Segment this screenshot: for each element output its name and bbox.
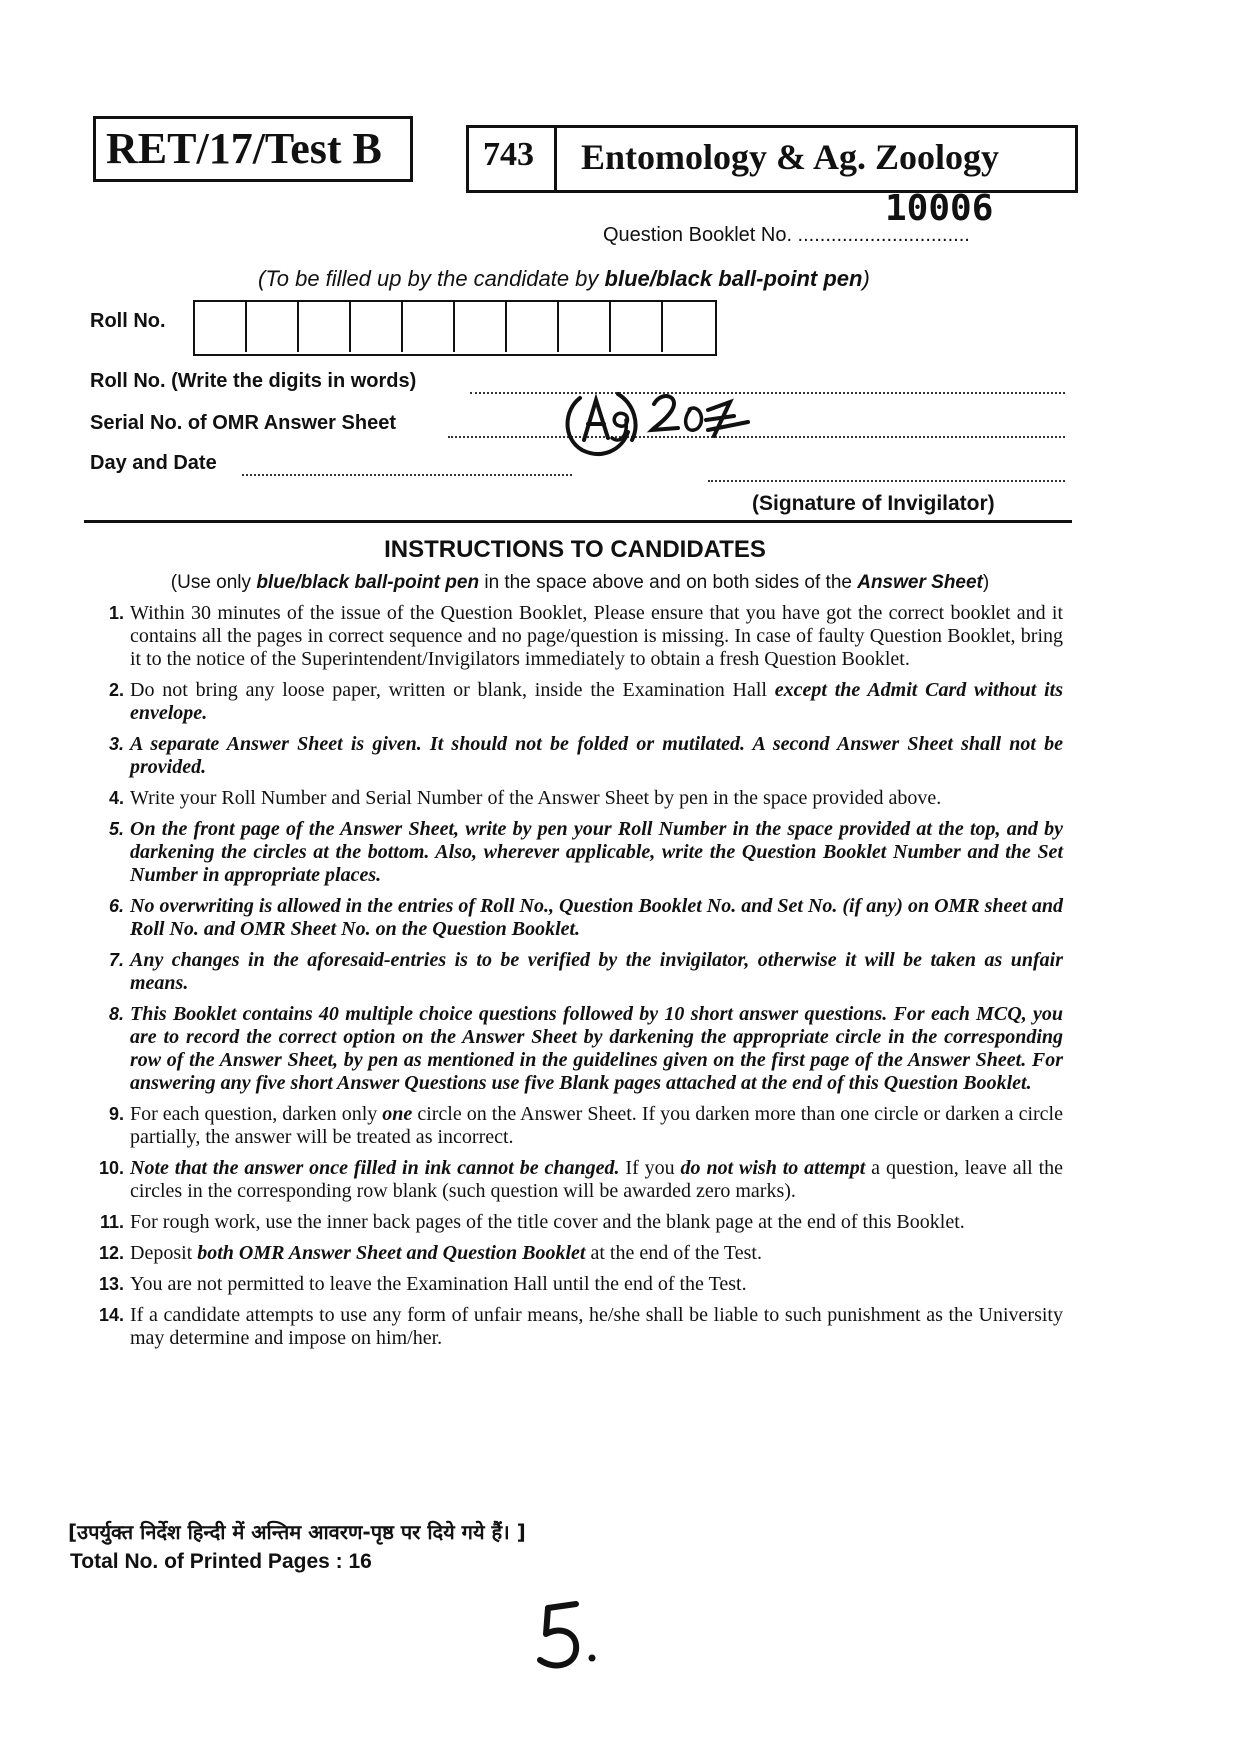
fill-note: (To be filled up by the candidate by blue/black ball-point pen) (258, 266, 870, 291)
test-code: RET/17/Test B (106, 124, 382, 173)
roll-digit-box[interactable] (247, 302, 299, 352)
hindi-note: [उपर्युक्त निर्देश हिन्दी में अन्तिम आवरण-पृष्ठ पर दिये गये हैं। ] (68, 1520, 526, 1544)
instruction-item: 6. No overwriting is allowed in the entries of Roll No., Question Booklet No. and Set No. (if any) on OMR sheet and Roll No. and OMR Sheet No. on the Question Booklet. (108, 895, 1063, 940)
roll-digit-box[interactable] (403, 302, 455, 352)
booklet-number: 10006 (885, 188, 994, 229)
booklet-label: Question Booklet No. ............................... (603, 224, 970, 246)
instruction-item: 3. A separate Answer Sheet is given. It should not be folded or mutilated. A second Answer Sheet shall not be provided. (108, 733, 1063, 778)
subject-name: Entomology & Ag. Zoology (581, 137, 1000, 177)
roll-digit-box[interactable] (351, 302, 403, 352)
instruction-item: 14. If a candidate attempts to use any form of unfair means, he/she shall be liable to such punishment as the University may determine and impose on him/her. (98, 1304, 1063, 1349)
subject-code-cell (469, 128, 557, 190)
instruction-item: 10. Note that the answer once filled in ink cannot be changed. If you do not wish to attempt a question, leave all the circles in the corresponding row blank (such question will be awarded zero marks). (98, 1157, 1064, 1202)
roll-digit-box[interactable] (195, 302, 247, 352)
invigilator-scrawl (558, 380, 788, 460)
roll-digit-box[interactable] (507, 302, 559, 352)
instruction-item: 4. Write your Roll Number and Serial Number of the Answer Sheet by pen in the space provided above. (108, 787, 942, 809)
roll-digit-box[interactable] (299, 302, 351, 352)
header-divider (84, 520, 1072, 523)
roll-words-label: Roll No. (Write the digits in words) (90, 370, 417, 392)
roll-digit-box[interactable] (455, 302, 507, 352)
total-pages-label: Total No. of Printed Pages : 16 (70, 1550, 372, 1573)
instruction-item: 11. For rough work, use the inner back pages of the title cover and the blank page at the end of this Booklet. (99, 1211, 965, 1233)
day-date-field[interactable] (242, 474, 572, 476)
instruction-item: 12. Deposit both OMR Answer Sheet and Question Booklet at the end of the Test. (98, 1242, 762, 1264)
omr-serial-label: Serial No. of OMR Answer Sheet (90, 412, 396, 434)
roll-number-boxes[interactable] (193, 300, 717, 356)
instruction-item: 7. Any changes in the aforesaid-entries is to be verified by the invigilator, otherwise it will be taken as unfair means. (108, 949, 1063, 994)
instructions-heading: INSTRUCTIONS TO CANDIDATES (384, 536, 766, 563)
instruction-item: 2. Do not bring any loose paper, written or blank, inside the Examination Hall except the Admit Card without its envelope. (108, 679, 1063, 724)
handwritten-page-mark (530, 1596, 610, 1676)
instruction-item: 8. This Booklet contains 40 multiple choice questions followed by 10 short answer questions. For each MCQ, you are to record the correct option on the Answer Sheet by darkening the appropriate circle in the corresponding row of the Answer Sheet, by pen as mentioned in the guidelines given on the first page of the Answer Sheet. For answering any five short Answer Questions use five Blank pages attached at the end of this Question Booklet. (108, 1003, 1063, 1094)
roll-label: Roll No. (90, 310, 166, 332)
instruction-item: 9. For each question, darken only one circle on the Answer Sheet. If you darken more than one circle or darken a circle partially, the answer will be treated as incorrect. (108, 1103, 1063, 1148)
subject-code: 743 (483, 136, 534, 173)
roll-digit-box[interactable] (663, 302, 715, 352)
subject-box (466, 125, 1078, 193)
invigilator-signature-field[interactable] (708, 480, 1065, 482)
instructions-subheading: (Use only blue/black ball-point pen in the space above and on both sides of the Answer Sheet) (170, 572, 990, 593)
roll-digit-box[interactable] (559, 302, 611, 352)
day-date-label: Day and Date (90, 452, 217, 474)
instruction-item: 5. On the front page of the Answer Sheet, write by pen your Roll Number in the space provided at the top, and by darkening the circles at the bottom. Also, wherever applicable, write the Question Booklet Number and the Set Number in appropriate places. (108, 818, 1063, 886)
instruction-item: 1. Within 30 minutes of the issue of the Question Booklet, Please ensure that you have got the correct booklet and it contains all the pages in correct sequence and no page/question is missing. In case of faulty Question Booklet, bring it to the notice of the Superintendent/Invigilators immediately to obtain a fresh Question Booklet. (108, 602, 1063, 670)
test-code-box (93, 116, 413, 182)
instructions-list (88, 602, 1063, 1358)
instruction-item: 13. You are not permitted to leave the Examination Hall until the end of the Test. (98, 1273, 747, 1295)
signature-label: (Signature of Invigilator) (752, 492, 995, 515)
roll-digit-box[interactable] (611, 302, 663, 352)
